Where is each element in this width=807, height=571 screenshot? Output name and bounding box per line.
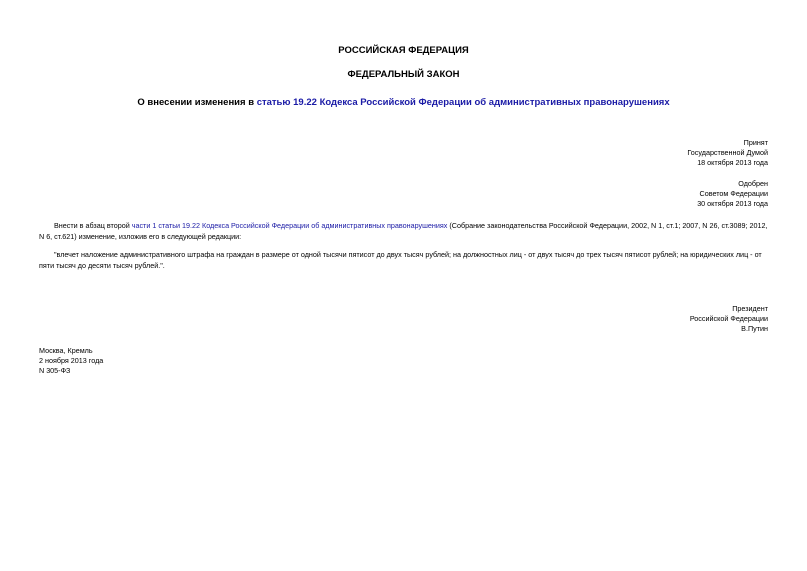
signature-block [690, 304, 768, 335]
signer-country: Российской Федерации [689, 314, 768, 324]
adopted-block [687, 138, 768, 169]
document-title [0, 97, 807, 108]
signing-date: 2 ноября 2013 года [39, 356, 104, 366]
law-number: N 305-ФЗ [39, 366, 71, 376]
approved-label: Одобрен [738, 179, 768, 188]
adopted-label: Принят [743, 138, 768, 147]
adopted-date: 18 октября 2013 года [697, 158, 768, 168]
doc-type-heading: ФЕДЕРАЛЬНЫЙ ЗАКОН [347, 69, 460, 80]
new-wording-paragraph: "влечет наложение административного штрафа на граждан в размере от одной тысячи пятисот до двух тысяч рублей; на должностных лиц - от двух тысяч до трех тысяч пятисот рублей; на юридических лиц - от пяти тысяч до десяти тысяч рублей.". [39, 250, 762, 270]
article-part-link[interactable]: части 1 статьи 19.22 Кодекса Российской Федерации об административных правонарушениях [131, 221, 448, 230]
approved-body: Советом Федерации [699, 189, 768, 199]
title-article-link[interactable]: статью 19.22 Кодекса Российской Федерации об административных правонарушениях [256, 97, 670, 108]
footer-block [39, 346, 103, 377]
country-heading: РОССИЙСКАЯ ФЕДЕРАЦИЯ [338, 45, 469, 56]
signer-title: Президент [732, 304, 768, 313]
signing-place: Москва, Кремль [39, 346, 93, 355]
approved-date: 30 октября 2013 года [697, 199, 768, 209]
amendment-paragraph [39, 221, 769, 242]
paragraph-prefix: Внести в абзац второй [54, 221, 132, 230]
paragraph-suffix: (Собрание законодательства Российской Федерации, 2002, N 1, ст.1; 2007, N 26, ст.3089; 2012, N 6, ст.621) изменение, изложив его в следующей редакции: [39, 221, 768, 241]
title-prefix: О внесении изменения в [137, 97, 257, 108]
adopted-body: Государственной Думой [687, 148, 768, 158]
approved-block [697, 179, 768, 210]
signer-name: В.Путин [741, 324, 768, 334]
